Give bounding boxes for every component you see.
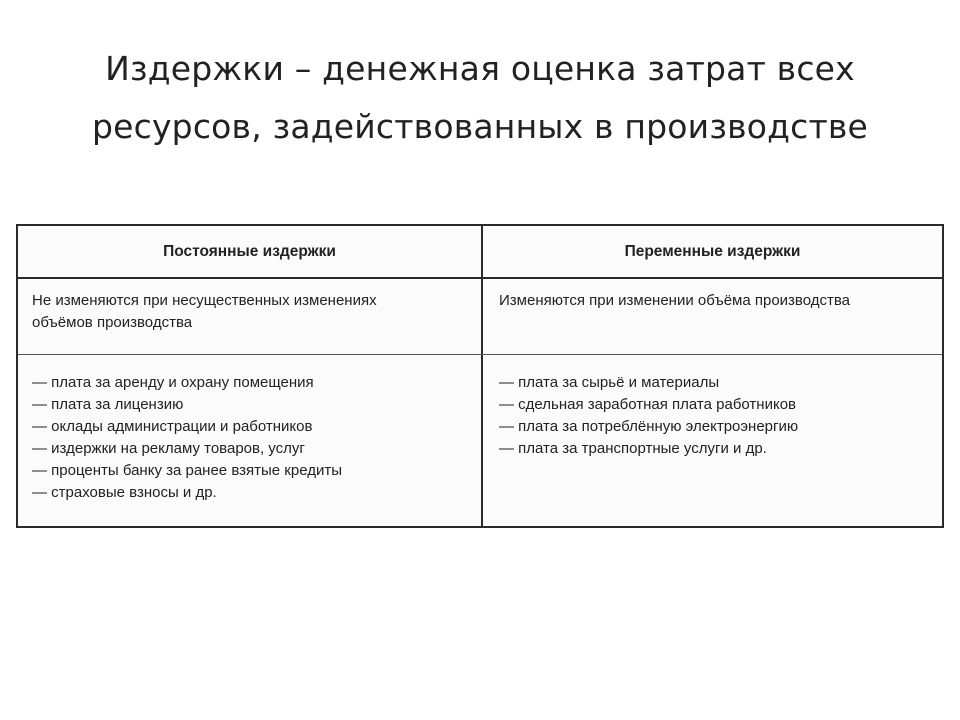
fixed-costs-definition-line-1: Не изменяются при несущественных изменениях <box>32 292 377 309</box>
slide-title-line-1: Издержки – денежная оценка затрат всех <box>105 49 855 88</box>
costs-table <box>16 224 944 528</box>
slide-title-line-2: ресурсов, задействованных в производстве <box>91 107 869 146</box>
variable-costs-header: Переменные издержки <box>624 242 801 260</box>
variable-costs-list <box>499 372 939 460</box>
list-item: — плата за сырьё и материалы <box>499 374 720 391</box>
variable-costs-definition <box>499 290 939 312</box>
definition-row-divider <box>18 354 942 355</box>
list-item: — плата за потреблённую электроэнергию <box>499 418 799 435</box>
list-item: — страховые взносы и др. <box>32 484 217 501</box>
fixed-costs-list <box>32 372 472 504</box>
list-item: — оклады администрации и работников <box>32 418 313 435</box>
list-item: — издержки на рекламу товаров, услуг <box>32 440 305 457</box>
slide-title <box>60 40 900 156</box>
variable-costs-definition-line-1: Изменяются при изменении объёма производства <box>499 292 851 309</box>
list-item: — плата за лицензию <box>32 396 184 413</box>
list-item: — сдельная заработная плата работников <box>499 396 797 413</box>
fixed-costs-definition-line-2: объёмов производства <box>32 314 193 331</box>
fixed-costs-header: Постоянные издержки <box>163 242 336 260</box>
list-item: — проценты банку за ранее взятые кредиты <box>32 462 342 479</box>
list-item: — плата за транспортные услуги и др. <box>499 440 767 457</box>
fixed-costs-definition <box>32 290 472 334</box>
header-row-divider <box>18 277 942 279</box>
list-item: — плата за аренду и охрану помещения <box>32 374 314 391</box>
